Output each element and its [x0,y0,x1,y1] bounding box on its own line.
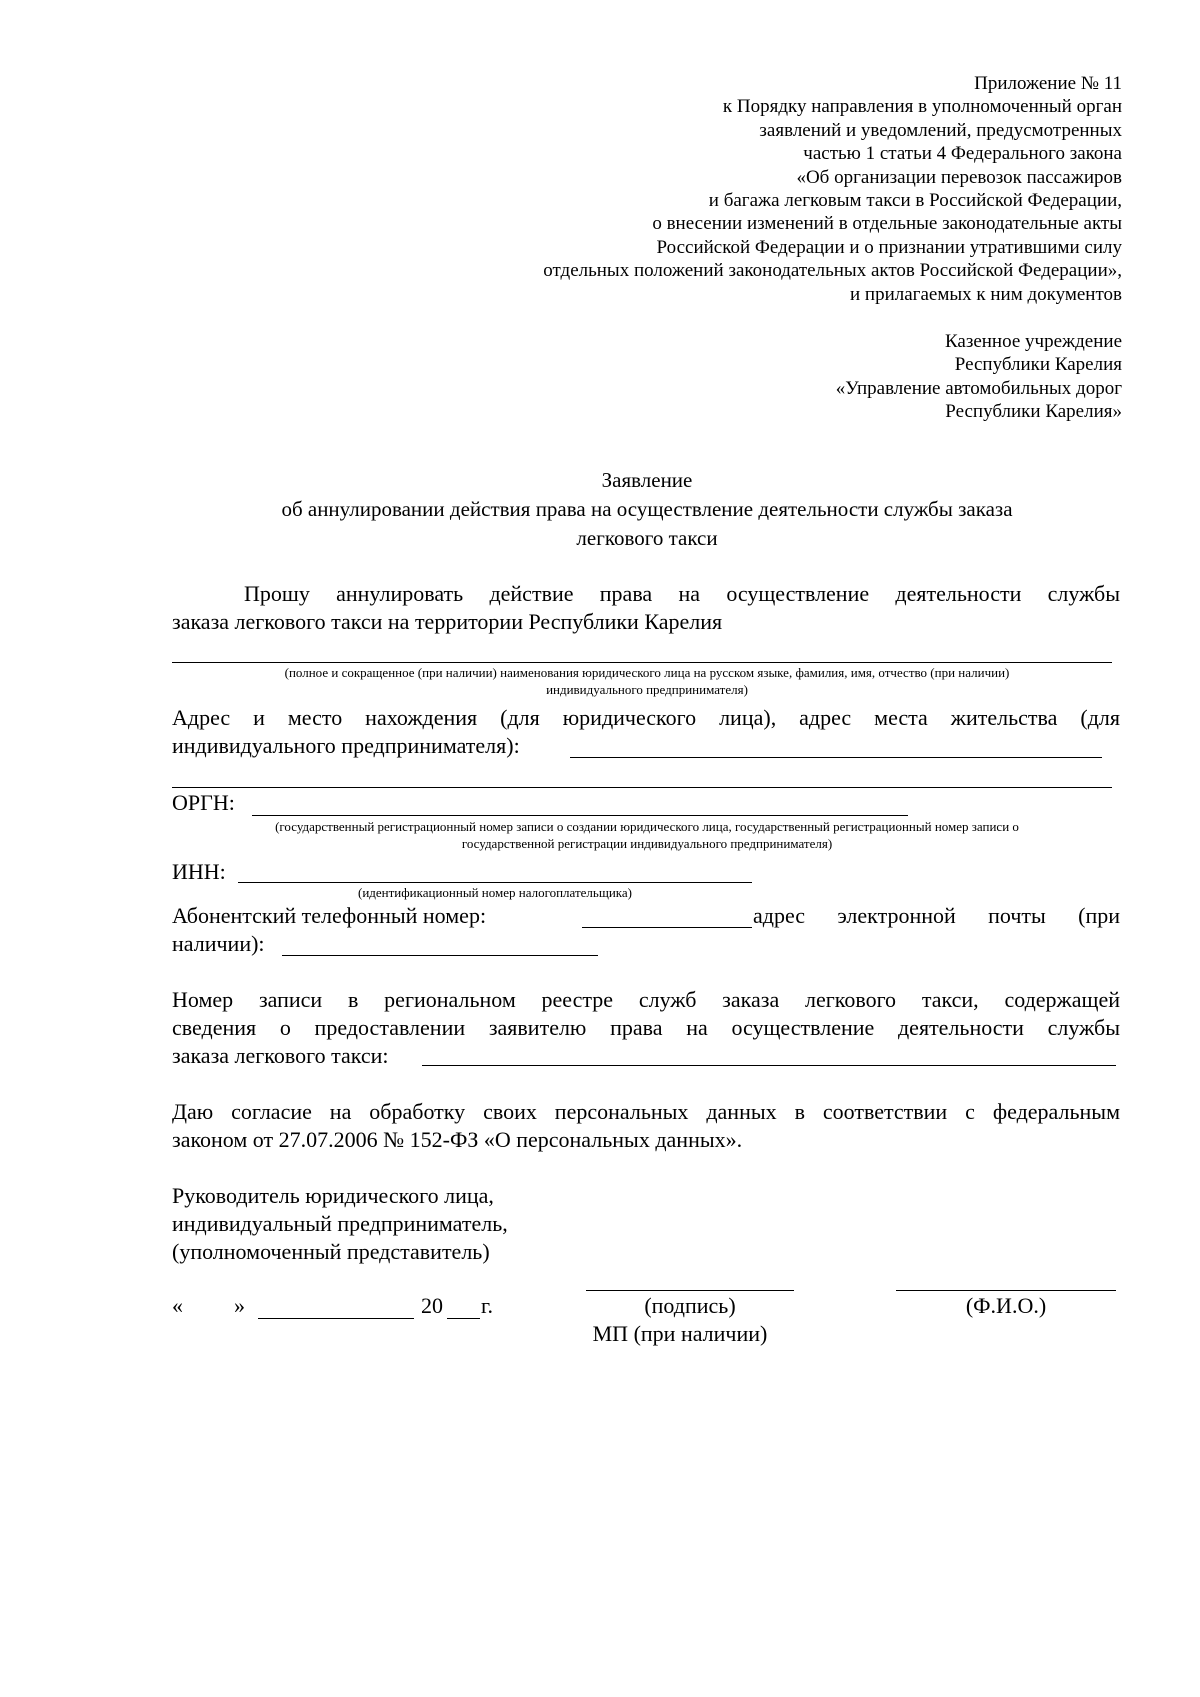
request-paragraph [172,580,1120,636]
addressee-line: Казенное учреждение [944,331,1122,352]
appendix-line: частью 1 статьи 4 Федерального закона [803,143,1122,165]
address-field-line-2[interactable] [172,787,1112,788]
appendix-line: отдельных положений законодательных актов Российской Федерации», [543,260,1122,282]
signer-line: индивидуальный предприниматель, [172,1211,508,1236]
registry-line: заказа легкового такси: [172,1043,389,1068]
title-line: легкового такси [576,526,718,550]
appendix-line: о внесении изменений в отдельные законодательные акты [652,213,1122,235]
addressee-block [836,330,1122,424]
hint-line: (полное и сокращенное (при наличии) наименования юридического лица на русском языке, фамилия, имя, отчество (при наличии) [284,665,1010,680]
date-month-line[interactable] [258,1318,414,1319]
registry-line: Номер записи в региональном реестре служб заказа легкового такси, содержащей [172,987,1120,1012]
stamp-label: МП (при наличии) [592,1321,768,1346]
inn-label: ИНН: [172,859,226,884]
address-field-line[interactable] [570,757,1102,758]
signer-line: (уполномоченный представитель) [172,1239,490,1264]
appendix-line: и багажа легковым такси в Российской Федерации, [708,190,1122,212]
email-label: адрес электронной почты (при [753,903,1120,928]
appendix-line: заявлений и уведомлений, предусмотренных [759,119,1122,141]
appendix-header [543,72,1122,306]
appendix-line: «Об организации перевозок пассажиров [796,166,1122,188]
consent-section [172,1098,1120,1154]
addressee-line: «Управление автомобильных дорог [835,377,1122,399]
hint-line: (государственный регистрационный номер записи о создании юридического лица, государственный регистрационный номер записи о [275,819,1019,834]
registry-field-line[interactable] [422,1065,1116,1066]
consent-line: Даю согласие на обработку своих персональных данных в соответствии с федеральным [172,1099,1120,1124]
signature-line[interactable] [586,1290,794,1291]
signer-line: Руководитель юридического лица, [172,1183,494,1208]
date-year-suffix: г. [481,1293,494,1318]
appendix-line: и прилагаемых к ним документов [850,283,1122,305]
title-line: Заявление [601,468,693,492]
appendix-line: Российской Федерации и о признании утратившими силу [656,236,1122,258]
email-field-line[interactable] [282,955,598,956]
address-line: Адрес и место нахождения (для юридического лица), адрес места жительства (для [172,705,1120,730]
address-label: индивидуального предпринимателя): [172,733,520,758]
addressee-line: Республики Карелия» [945,401,1122,423]
appendix-line: Приложение № 11 [974,73,1122,94]
inn-hint: (идентификационный номер налогоплательщика) [357,885,633,900]
inn-field-line[interactable] [238,882,752,883]
ogrn-hint [172,818,1122,852]
email-label-cont: наличии): [172,931,265,956]
phone-label: Абонентский телефонный номер: [172,903,487,928]
applicant-name-hint [172,664,1122,698]
signature-label: (подпись) [644,1293,736,1318]
hint-line: индивидуального предпринимателя) [546,682,748,697]
request-line: заказа легкового такси на территории Республики Карелия [172,609,723,634]
title-line: об аннулировании действия права на осуществление деятельности службы заказа [281,497,1013,521]
date-quote-close: » [234,1293,245,1318]
ogrn-label: ОРГН: [172,790,235,815]
fio-line[interactable] [896,1290,1116,1291]
date-quote-open: « [172,1293,183,1318]
document-title [160,466,1134,553]
request-line: Прошу аннулировать действие права на осуществление деятельности службы [244,581,1120,606]
applicant-name-line[interactable] [172,662,1112,663]
hint-line: государственной регистрации индивидуального предпринимателя) [461,836,833,851]
addressee-line: Республики Карелия [954,354,1122,376]
phone-field-line[interactable] [582,927,752,928]
date-year-prefix: 20 [421,1293,443,1318]
ogrn-field-line[interactable] [252,815,908,816]
signer-section [172,1182,508,1266]
registry-line: сведения о предоставлении заявителю права на осуществление деятельности службы [172,1015,1120,1040]
date-year-line[interactable] [447,1318,480,1319]
registry-section [172,986,1120,1070]
address-section [172,704,1120,760]
consent-line: законом от 27.07.2006 № 152-ФЗ «О персональных данных». [172,1127,743,1152]
appendix-line: к Порядку направления в уполномоченный орган [722,96,1122,118]
fio-label: (Ф.И.О.) [965,1293,1047,1318]
